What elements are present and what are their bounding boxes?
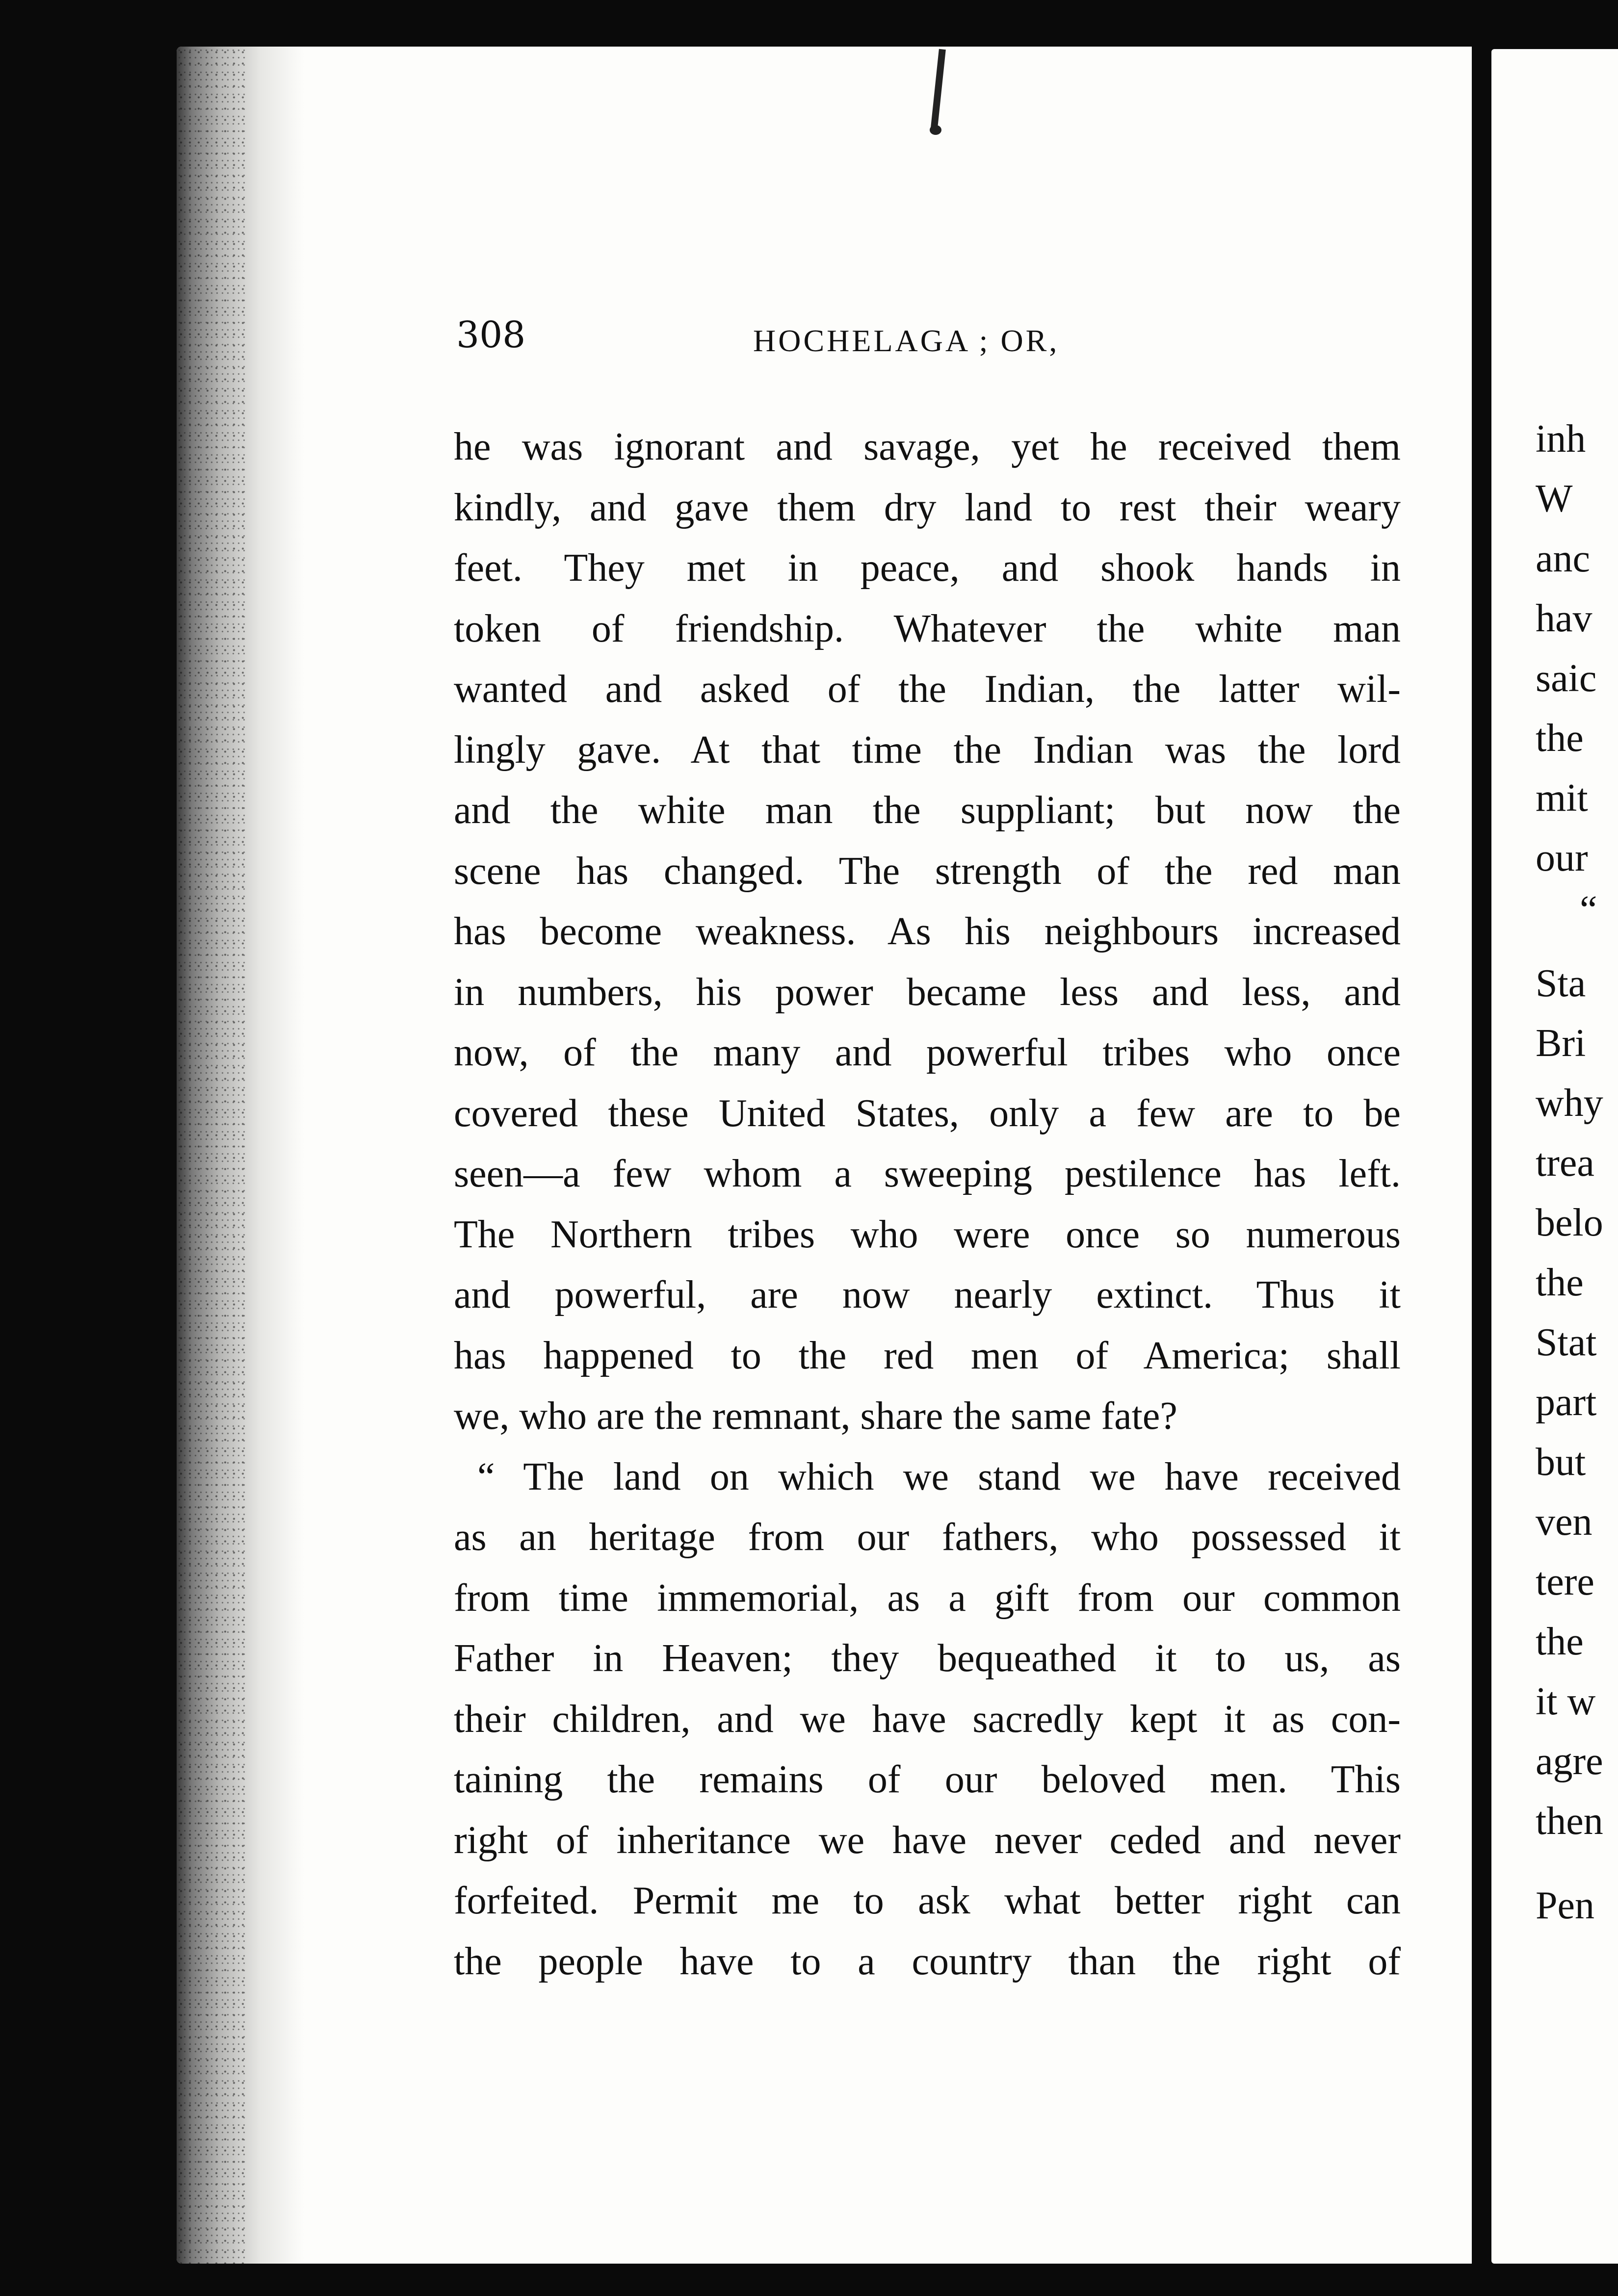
text-line: covered these United States, only a few are to be (454, 1091, 1401, 1135)
text-line: wanted and asked of the Indian, the latter wil- (454, 668, 1401, 711)
facing-fragment: why (1536, 1082, 1603, 1125)
text-line: has happened to the red men of America; shall (454, 1334, 1401, 1377)
facing-fragment: W (1536, 477, 1573, 520)
facing-fragment: the (1536, 1261, 1584, 1304)
text-line: now, of the many and powerful tribes who once (454, 1031, 1401, 1074)
text-line: the people have to a country than the right of (454, 1939, 1401, 1983)
facing-fragment: part (1536, 1381, 1597, 1424)
text-line: and the white man the suppliant; but now the (454, 789, 1401, 832)
text-line: from time immemorial, as a gift from our common (454, 1576, 1401, 1620)
facing-fragment: trea (1536, 1141, 1594, 1185)
facing-fragment: tere (1536, 1560, 1594, 1603)
ink-mark (930, 125, 941, 135)
text-line: token of friendship. Whatever the white man (454, 607, 1401, 650)
facing-page-edge (1491, 49, 1618, 2264)
text-line: their children, and we have sacredly kept it as con- (454, 1697, 1401, 1741)
text-line: taining the remains of our beloved men. This (454, 1758, 1401, 1801)
text-line: as an heritage from our fathers, who possessed it (454, 1516, 1401, 1559)
text-line: forfeited. Permit me to ask what better right can (454, 1879, 1401, 1922)
facing-fragment: the (1536, 1620, 1584, 1663)
text-line: seen—a few whom a sweeping pestilence has left. (454, 1152, 1401, 1195)
page-header (456, 314, 1094, 368)
facing-fragment: Pen (1536, 1884, 1594, 1927)
body-text (454, 417, 1401, 1992)
facing-fragment: ven (1536, 1500, 1592, 1544)
facing-fragment: the (1536, 717, 1584, 760)
facing-fragment: mit (1536, 776, 1588, 820)
text-line: and powerful, are now nearly extinct. Thus it (454, 1273, 1401, 1316)
facing-fragment: our (1536, 836, 1588, 879)
facing-fragment: anc (1536, 537, 1591, 580)
text-line: has become weakness. As his neighbours increased (454, 910, 1401, 953)
facing-fragment: but (1536, 1441, 1586, 1484)
running-title: HOCHELAGA ; OR, (753, 323, 1060, 358)
text-line: “ The land on which we stand we have received (477, 1455, 1401, 1498)
facing-fragment: belo (1536, 1201, 1603, 1244)
binding-gutter-texture (177, 47, 245, 2264)
text-line: feet. They met in peace, and shook hands in (454, 546, 1401, 590)
text-line: in numbers, his power became less and less, and (454, 970, 1401, 1014)
text-line: we, who are the remnant, share the same fate? (454, 1394, 1177, 1438)
page-number: 308 (456, 314, 526, 356)
facing-fragment: then (1536, 1800, 1603, 1843)
text-line: lingly gave. At that time the Indian was the lord (454, 728, 1401, 772)
text-line: Father in Heaven; they bequeathed it to us, as (454, 1637, 1401, 1680)
text-line: kindly, and gave them dry land to rest their weary (454, 486, 1401, 529)
text-line: The Northern tribes who were once so numerous (454, 1212, 1401, 1256)
facing-fragment: Bri (1536, 1022, 1586, 1065)
facing-fragment: it w (1536, 1680, 1596, 1723)
facing-fragment: Stat (1536, 1321, 1597, 1364)
text-line: he was ignorant and savage, yet he received them (454, 425, 1401, 468)
facing-fragment: inh (1536, 417, 1586, 461)
facing-fragment: hav (1536, 597, 1592, 640)
facing-fragment: “ (1580, 888, 1597, 931)
facing-fragment: saic (1536, 657, 1597, 700)
facing-fragment: Sta (1536, 962, 1586, 1005)
facing-fragment: agre (1536, 1740, 1603, 1783)
text-line: scene has changed. The strength of the red man (454, 849, 1401, 893)
text-line: right of inheritance we have never ceded and never (454, 1818, 1401, 1862)
